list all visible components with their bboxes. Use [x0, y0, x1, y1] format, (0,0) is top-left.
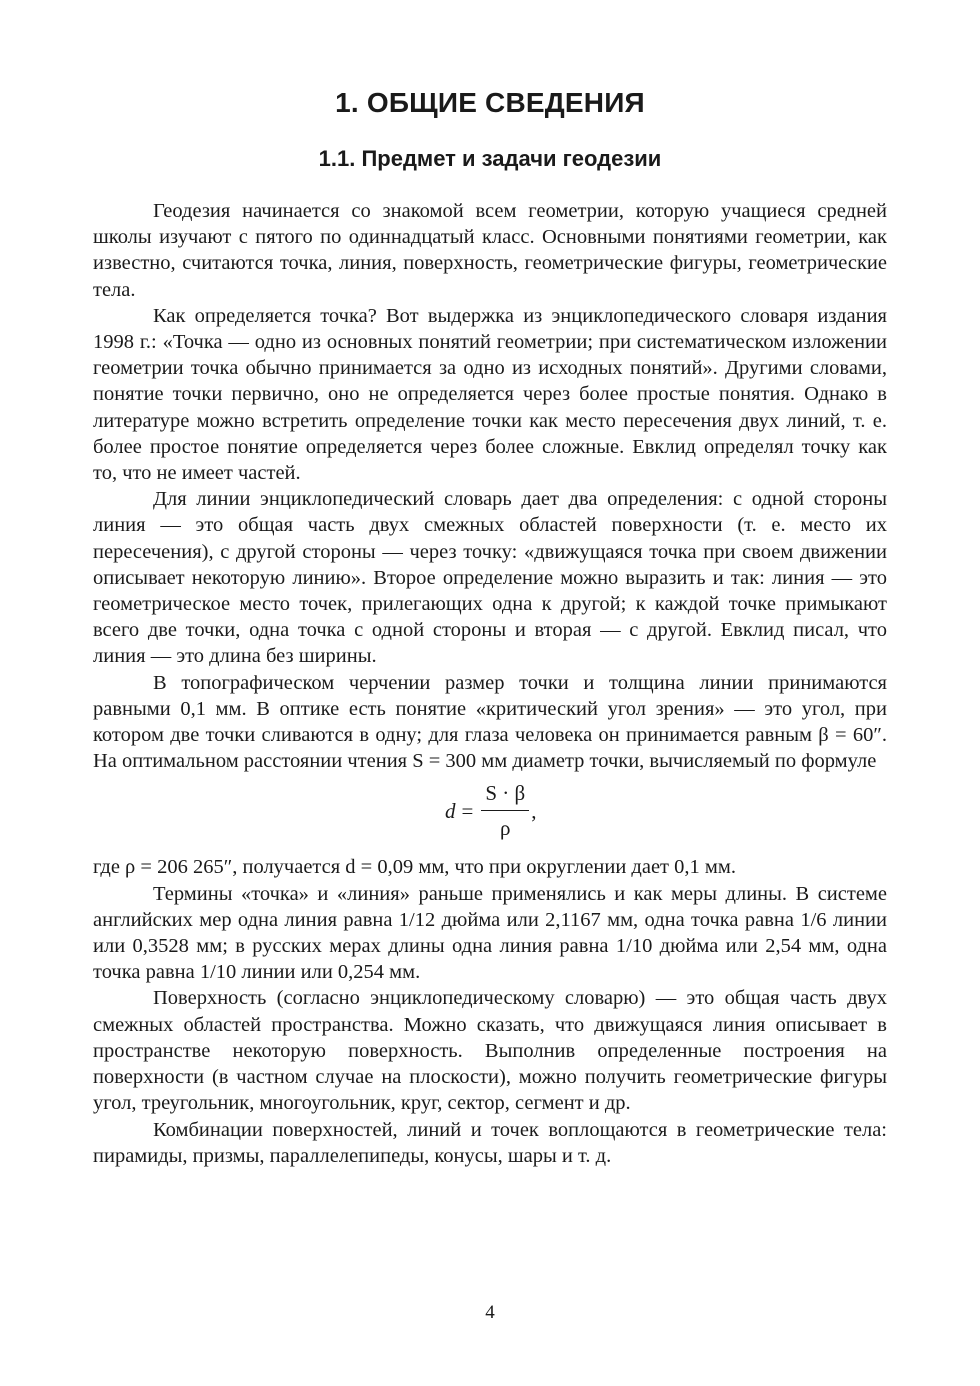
formula-fraction — [481, 780, 529, 840]
paragraph-intro: Геодезия начинается со знакомой всем геометрии, которую учащиеся средней школы изучают с пятого по одиннадцатый класс. Основными понятиями геометрии, как известно, считаются точка, линия, поверхность, геометрические фигуры, геометрические тела. — [93, 200, 887, 301]
paragraph-line-definition: Для линии энциклопедический словарь дает два определения: с одной стороны линия — это общая часть двух смежных областей поверхности (т. е. место их пересечения), с другой стороны — через точку: «движущаяся точка при своем движении описывает некоторую линию». Второе определение можно выразить и так: линия — это геометрическое место точек, прилегающих одна к другой; к каждой точке примыкают всего две точки, одна точка с одной стороны и вторая — с другой. Евклид писал, что линия — это длина без ширины. — [93, 488, 887, 668]
formula-numerator: S · β — [481, 780, 529, 810]
formula-block — [93, 774, 887, 854]
body-text — [93, 198, 887, 1169]
formula-lhs: d — [445, 798, 456, 823]
formula-denominator: ρ — [500, 815, 511, 840]
chapter-title: 1. ОБЩИЕ СВЕДЕНИЯ — [335, 87, 645, 118]
page-number: 4 — [485, 1302, 495, 1323]
paragraph-point-size: В топографическом черчении размер точки и толщина линии принимаются равными 0,1 мм. В оптике есть понятие «критический угол зрения» — это угол, при котором две точки сливаются в одну; для глаза человека он принимается равным β = 60″. На оптимальном расстоянии чтения S = 300 мм диаметр точки, вычисляемый по формуле — [93, 671, 887, 773]
formula-trailing: , — [531, 798, 537, 823]
paragraph-units: Термины «точка» и «линия» раньше применялись и как меры длины. В системе английских мер одна линия равна 1/12 дюйма или 2,1167 мм, одна точка равна 1/6 линии или 0,3528 мм; в русских мерах длины одна линия равна 1/10 дюйма или 2,54 мм, одна точка равна 1/10 линии или 0,254 мм. — [93, 882, 887, 984]
paragraph-after-formula: где ρ = 206 265″, получается d = 0,09 мм, что при округлении дает 0,1 мм. — [93, 856, 736, 879]
paragraph-solids: Комбинации поверхностей, линий и точек воплощаются в геометрические тела: пирамиды, призмы, параллелепипеды, конусы, шары и т. д. — [93, 1118, 887, 1167]
formula-equals: = — [461, 798, 474, 823]
formula — [445, 780, 536, 840]
paragraph-surface: Поверхность (согласно энциклопедическому словарю) — это общая часть двух смежных областей пространства. Можно сказать, что движущаяся линия описывает в пространстве некоторую поверхность. Выполнив определенные построения на поверхности (в частном случае на плоскости), можно получить геометрические фигуры угол, треугольник, многоугольник, круг, сектор, сегмент и др. — [93, 987, 887, 1115]
section-title: 1.1. Предмет и задачи геодезии — [318, 146, 662, 171]
paragraph-point-definition: Как определяется точка? Вот выдержка из энциклопедического словаря издания 1998 г.: «Точка — одно из основных понятий геометрии; при систематическом изложении геометрии точка обычно принимается за одно из исходных понятий». Другими словами, понятие точки первично, оно не определяется через более простые понятия. Однако в литературе можно встретить определение точки как место пересечения двух линий, т. е. более простое понятие определяется через более сложные. Евклид определял точку как то, что не имеет частей. — [93, 304, 887, 485]
